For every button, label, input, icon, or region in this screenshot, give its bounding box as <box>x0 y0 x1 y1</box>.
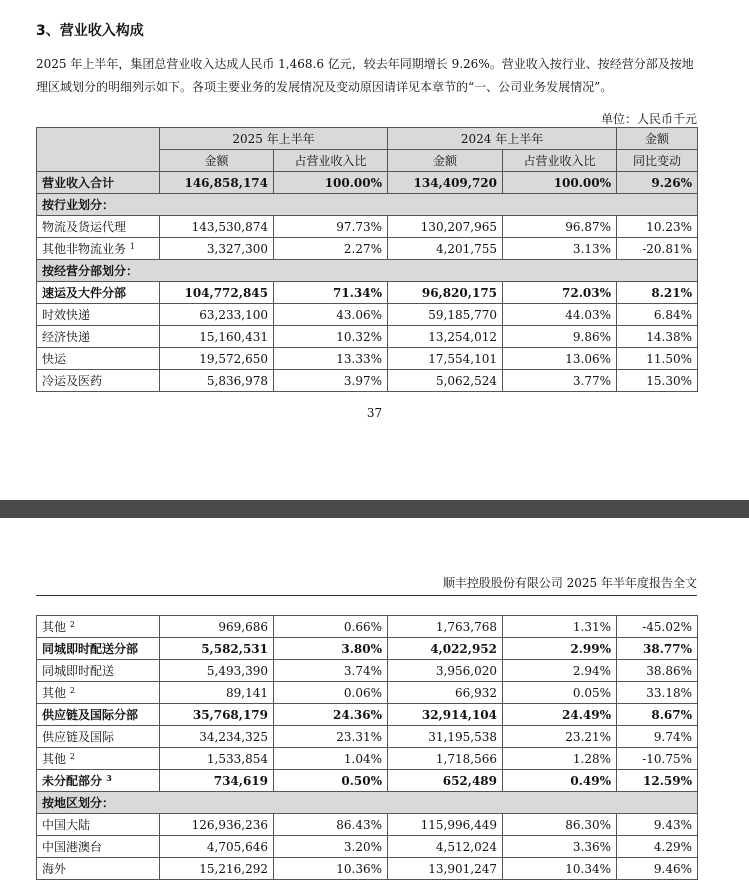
row-label: 冷运及医药 <box>42 374 103 388</box>
page-number: 37 <box>366 406 383 420</box>
row-label: 时效快递 <box>42 308 91 322</box>
intro-paragraph: 2025 年上半年，集团总营业收入达成人民币 1,468.6 亿元，较去年同期增长 9.26%。营业收入按行业、按经营分部及按地理区域划分的明细列示如下。各项主要业务的发展情况及变动原因请详见本章节的“一、公司业务发展情况”。 <box>36 57 694 94</box>
table-row <box>37 194 698 216</box>
ratio-2024-cell: 96.87% <box>503 216 617 238</box>
unit-label: 单位：人民币千元 <box>600 112 697 126</box>
row-label: 其他 <box>42 752 67 766</box>
amount-2024-cell: 4,201,755 <box>388 238 503 260</box>
amount-2024-cell: 134,409,720 <box>388 172 503 194</box>
table-row <box>37 348 698 370</box>
revenue-table-part2 <box>36 615 698 880</box>
row-label: 快运 <box>42 352 67 366</box>
table-row <box>37 282 698 304</box>
yoy-change-cell: 4.29% <box>617 836 698 858</box>
row-label-cell <box>37 348 160 370</box>
table-row <box>37 814 698 836</box>
yoy-change-cell: 9.43% <box>617 814 698 836</box>
amount-2024-cell: 4,512,024 <box>388 836 503 858</box>
section-heading: 3、营业收入构成 <box>36 23 144 39</box>
ratio-2024-cell: 44.03% <box>503 304 617 326</box>
ratio-2024-cell: 2.94% <box>503 660 617 682</box>
header-2025: 2025 年上半年 <box>160 128 388 150</box>
ratio-2024-cell: 24.49% <box>503 704 617 726</box>
ratio-2025-cell: 100.00% <box>274 172 388 194</box>
table-row <box>37 792 698 814</box>
amount-2024-cell: 1,718,566 <box>388 748 503 770</box>
row-label: 速运及大件分部 <box>42 286 127 300</box>
amount-2025-cell: 19,572,650 <box>160 348 274 370</box>
yoy-change-cell: 10.23% <box>617 216 698 238</box>
revenue-table-part1 <box>36 127 698 392</box>
ratio-2024-cell: 1.28% <box>503 748 617 770</box>
row-label: 海外 <box>42 862 67 876</box>
ratio-2025-cell: 24.36% <box>274 704 388 726</box>
table-row <box>37 260 698 282</box>
header-ratio-2025: 占营业收入比 <box>274 150 388 172</box>
amount-2025-cell: 89,141 <box>160 682 274 704</box>
amount-2024-cell: 130,207,965 <box>388 216 503 238</box>
header-rule <box>36 595 697 596</box>
section-label: 按行业划分： <box>37 194 698 216</box>
yoy-change-cell: -20.81% <box>617 238 698 260</box>
ratio-2024-cell: 3.13% <box>503 238 617 260</box>
footnote-marker: 2 <box>69 686 75 695</box>
amount-2024-cell: 4,022,952 <box>388 638 503 660</box>
row-label-cell <box>37 216 160 238</box>
row-label-cell <box>37 370 160 392</box>
ratio-2024-cell: 9.86% <box>503 326 617 348</box>
table-row <box>37 726 698 748</box>
table-row <box>37 704 698 726</box>
amount-2025-cell: 969,686 <box>160 616 274 638</box>
row-label-cell <box>37 814 160 836</box>
ratio-2024-cell: 3.77% <box>503 370 617 392</box>
ratio-2025-cell: 71.34% <box>274 282 388 304</box>
ratio-2024-cell: 72.03% <box>503 282 617 304</box>
ratio-2025-cell: 3.97% <box>274 370 388 392</box>
amount-2025-cell: 15,160,431 <box>160 326 274 348</box>
row-label-cell <box>37 304 160 326</box>
ratio-2024-cell: 0.49% <box>503 770 617 792</box>
footnote-marker: 1 <box>129 242 135 251</box>
row-label-cell <box>37 858 160 880</box>
ratio-2024-cell: 10.34% <box>503 858 617 880</box>
table-row <box>37 172 698 194</box>
amount-2025-cell: 15,216,292 <box>160 858 274 880</box>
report-header: 顺丰控股股份有限公司 2025 年半年度报告全文 <box>442 576 697 590</box>
yoy-change-cell: 6.84% <box>617 304 698 326</box>
table-row <box>37 858 698 880</box>
row-label-cell <box>37 282 160 304</box>
row-label: 经济快递 <box>42 330 91 344</box>
ratio-2024-cell: 86.30% <box>503 814 617 836</box>
yoy-change-cell: 9.74% <box>617 726 698 748</box>
table-row <box>37 660 698 682</box>
ratio-2024-cell: 2.99% <box>503 638 617 660</box>
footnote-marker: 2 <box>69 620 75 629</box>
amount-2025-cell: 734,619 <box>160 770 274 792</box>
ratio-2024-cell: 13.06% <box>503 348 617 370</box>
row-label-cell <box>37 172 160 194</box>
row-label: 同城即时配送分部 <box>42 642 139 656</box>
table1-body <box>37 172 698 392</box>
row-label: 其他 <box>42 620 67 634</box>
row-label: 供应链及国际分部 <box>42 708 139 722</box>
row-label: 物流及货运代理 <box>42 220 127 234</box>
yoy-change-cell: 12.59% <box>617 770 698 792</box>
yoy-change-cell: 33.18% <box>617 682 698 704</box>
row-label-cell <box>37 770 160 792</box>
yoy-change-cell: 15.30% <box>617 370 698 392</box>
table2-body <box>37 616 698 880</box>
amount-2025-cell: 146,858,174 <box>160 172 274 194</box>
page-divider <box>0 500 749 518</box>
amount-2025-cell: 35,768,179 <box>160 704 274 726</box>
ratio-2024-cell: 100.00% <box>503 172 617 194</box>
ratio-2025-cell: 86.43% <box>274 814 388 836</box>
ratio-2025-cell: 3.80% <box>274 638 388 660</box>
header-2024: 2024 年上半年 <box>388 128 617 150</box>
header-change-line1: 金额 <box>617 128 698 150</box>
table-row <box>37 748 698 770</box>
ratio-2025-cell: 3.74% <box>274 660 388 682</box>
header-amount-2025: 金额 <box>160 150 274 172</box>
amount-2025-cell: 143,530,874 <box>160 216 274 238</box>
amount-2025-cell: 34,234,325 <box>160 726 274 748</box>
amount-2025-cell: 126,936,236 <box>160 814 274 836</box>
table-row <box>37 616 698 638</box>
amount-2024-cell: 5,062,524 <box>388 370 503 392</box>
ratio-2025-cell: 10.32% <box>274 326 388 348</box>
ratio-2024-cell: 23.21% <box>503 726 617 748</box>
amount-2025-cell: 3,327,300 <box>160 238 274 260</box>
row-label-cell <box>37 326 160 348</box>
table-row <box>37 836 698 858</box>
yoy-change-cell: -10.75% <box>617 748 698 770</box>
ratio-2025-cell: 0.66% <box>274 616 388 638</box>
footnote-marker: 3 <box>106 773 112 783</box>
table-row <box>37 682 698 704</box>
ratio-2024-cell: 0.05% <box>503 682 617 704</box>
amount-2024-cell: 66,932 <box>388 682 503 704</box>
amount-2024-cell: 96,820,175 <box>388 282 503 304</box>
yoy-change-cell: 38.86% <box>617 660 698 682</box>
ratio-2025-cell: 0.50% <box>274 770 388 792</box>
row-label: 供应链及国际 <box>42 730 115 744</box>
amount-2024-cell: 32,914,104 <box>388 704 503 726</box>
amount-2024-cell: 13,901,247 <box>388 858 503 880</box>
table-row <box>37 238 698 260</box>
row-label-cell <box>37 638 160 660</box>
row-label: 其他 <box>42 686 67 700</box>
header-blank <box>37 128 160 172</box>
amount-2025-cell: 5,836,978 <box>160 370 274 392</box>
yoy-change-cell: 9.46% <box>617 858 698 880</box>
amount-2024-cell: 3,956,020 <box>388 660 503 682</box>
amount-2024-cell: 17,554,101 <box>388 348 503 370</box>
amount-2024-cell: 1,763,768 <box>388 616 503 638</box>
ratio-2025-cell: 3.20% <box>274 836 388 858</box>
table-row <box>37 770 698 792</box>
row-label: 中国港澳台 <box>42 840 103 854</box>
ratio-2024-cell: 3.36% <box>503 836 617 858</box>
table-row <box>37 638 698 660</box>
header-amount-2024: 金额 <box>388 150 503 172</box>
row-label-cell <box>37 238 160 260</box>
row-label-cell <box>37 660 160 682</box>
amount-2024-cell: 115,996,449 <box>388 814 503 836</box>
ratio-2025-cell: 43.06% <box>274 304 388 326</box>
row-label-cell <box>37 616 160 638</box>
ratio-2025-cell: 10.36% <box>274 858 388 880</box>
table-row <box>37 370 698 392</box>
table-row <box>37 216 698 238</box>
amount-2024-cell: 59,185,770 <box>388 304 503 326</box>
yoy-change-cell: 14.38% <box>617 326 698 348</box>
section-label: 按经营分部划分： <box>37 260 698 282</box>
header-change-line2: 同比变动 <box>617 150 698 172</box>
ratio-2025-cell: 2.27% <box>274 238 388 260</box>
amount-2025-cell: 5,493,390 <box>160 660 274 682</box>
footnote-marker: 2 <box>69 752 75 761</box>
row-label-cell <box>37 748 160 770</box>
ratio-2025-cell: 23.31% <box>274 726 388 748</box>
ratio-2025-cell: 0.06% <box>274 682 388 704</box>
table-row <box>37 304 698 326</box>
yoy-change-cell: 38.77% <box>617 638 698 660</box>
row-label: 中国大陆 <box>42 818 91 832</box>
row-label: 未分配部分 <box>42 774 103 788</box>
row-label-cell <box>37 836 160 858</box>
row-label: 营业收入合计 <box>42 176 115 190</box>
amount-2024-cell: 31,195,538 <box>388 726 503 748</box>
ratio-2024-cell: 1.31% <box>503 616 617 638</box>
amount-2025-cell: 104,772,845 <box>160 282 274 304</box>
ratio-2025-cell: 1.04% <box>274 748 388 770</box>
amount-2024-cell: 13,254,012 <box>388 326 503 348</box>
section-label: 按地区划分： <box>37 792 698 814</box>
yoy-change-cell: 9.26% <box>617 172 698 194</box>
yoy-change-cell: 11.50% <box>617 348 698 370</box>
amount-2025-cell: 1,533,854 <box>160 748 274 770</box>
row-label: 同城即时配送 <box>42 664 115 678</box>
row-label-cell <box>37 704 160 726</box>
ratio-2025-cell: 13.33% <box>274 348 388 370</box>
ratio-2025-cell: 97.73% <box>274 216 388 238</box>
amount-2025-cell: 5,582,531 <box>160 638 274 660</box>
yoy-change-cell: 8.67% <box>617 704 698 726</box>
table-row <box>37 326 698 348</box>
amount-2024-cell: 652,489 <box>388 770 503 792</box>
yoy-change-cell: -45.02% <box>617 616 698 638</box>
yoy-change-cell: 8.21% <box>617 282 698 304</box>
row-label: 其他非物流业务 <box>42 242 127 256</box>
row-label-cell <box>37 726 160 748</box>
row-label-cell <box>37 682 160 704</box>
header-ratio-2024: 占营业收入比 <box>503 150 617 172</box>
amount-2025-cell: 63,233,100 <box>160 304 274 326</box>
report-page-38 <box>0 518 749 889</box>
amount-2025-cell: 4,705,646 <box>160 836 274 858</box>
